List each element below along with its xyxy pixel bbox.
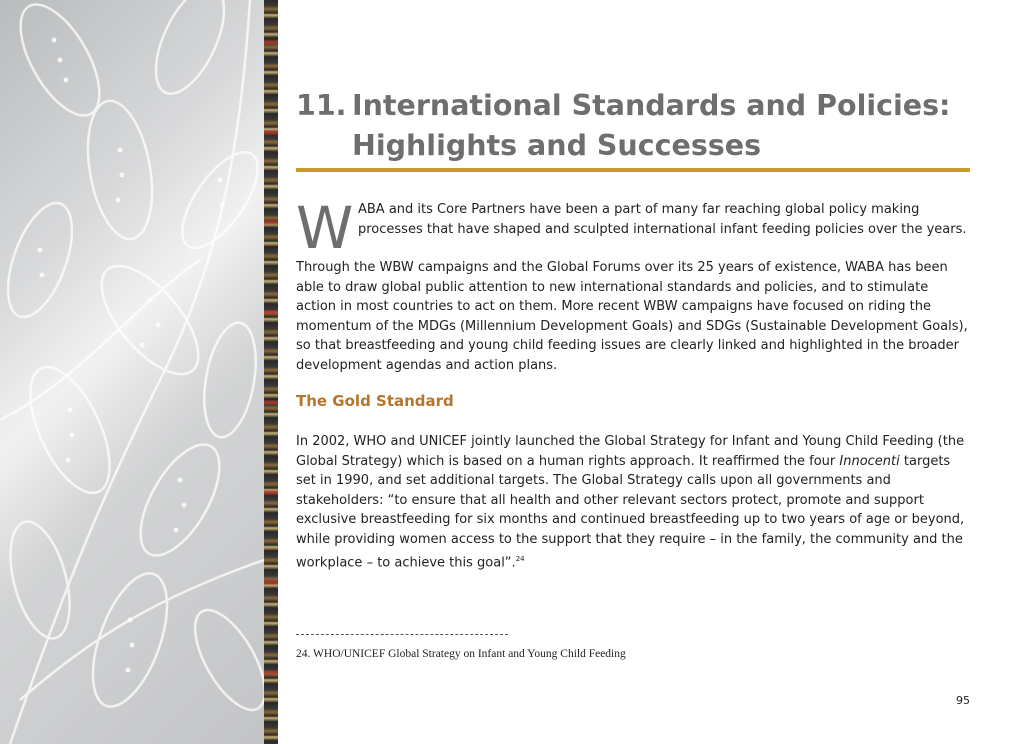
drop-cap: W (296, 194, 354, 262)
decorative-border-strip (264, 0, 278, 744)
decorative-leaf-panel (0, 0, 264, 744)
footnote-reference[interactable]: 24 (515, 554, 525, 563)
body-paragraph-2 (296, 432, 970, 572)
section-heading: The Gold Standard (296, 392, 454, 410)
body-paragraph-1: Through the WBW campaigns and the Global Forums over its 25 years of existence, WABA has been able to draw global public attention to new international standards and policies, and to stimulate action in most countries to act on them. More recent WBW campaigns have focused on riding the momentum of the MDGs (Millennium Development Goals) and SDGs (Sustainable Development Goals), so that breastfeeding and young child feeding issues are clearly linked and highlighted in the broader development agendas and action plans. (296, 260, 968, 373)
chapter-title-line2: Highlights and Successes (352, 129, 762, 162)
chapter-number: 11. (296, 89, 347, 122)
footnote-separator (296, 634, 508, 635)
page-number: 95 (956, 694, 970, 707)
intro-paragraph (296, 194, 970, 262)
leaf-pattern-illustration (0, 0, 264, 744)
intro-text: ABA and its Core Partners have been a part of many far reaching global policy making processes that have shaped and sculpted international infant feeding policies over the years. (358, 202, 967, 237)
paragraph-text-end: targets set in 1990, and set additional targets. The Global Strategy calls upon all governments and stakeholders: “to ensure that all health and other relevant sectors protect, promote and support exclusive breastfeeding for six months and continued breastfeeding up to two years of age or beyond, while providing women access to the support that they require – in the family, the community and the workplace – to achieve this goal”. (296, 453, 965, 570)
italic-term: Innocenti (839, 453, 900, 469)
paragraph-text-start: In 2002, WHO and UNICEF jointly launched the Global Strategy for Infant and Young Child Feeding (the Global Strategy) which is based on a human rights approach. It reaffirmed the four (296, 434, 965, 469)
chapter-title-line1: International Standards and Policies: (352, 89, 951, 122)
footnote: 24. WHO/UNICEF Global Strategy on Infant and Young Child Feeding (296, 648, 626, 660)
title-underline-rule (296, 168, 970, 172)
